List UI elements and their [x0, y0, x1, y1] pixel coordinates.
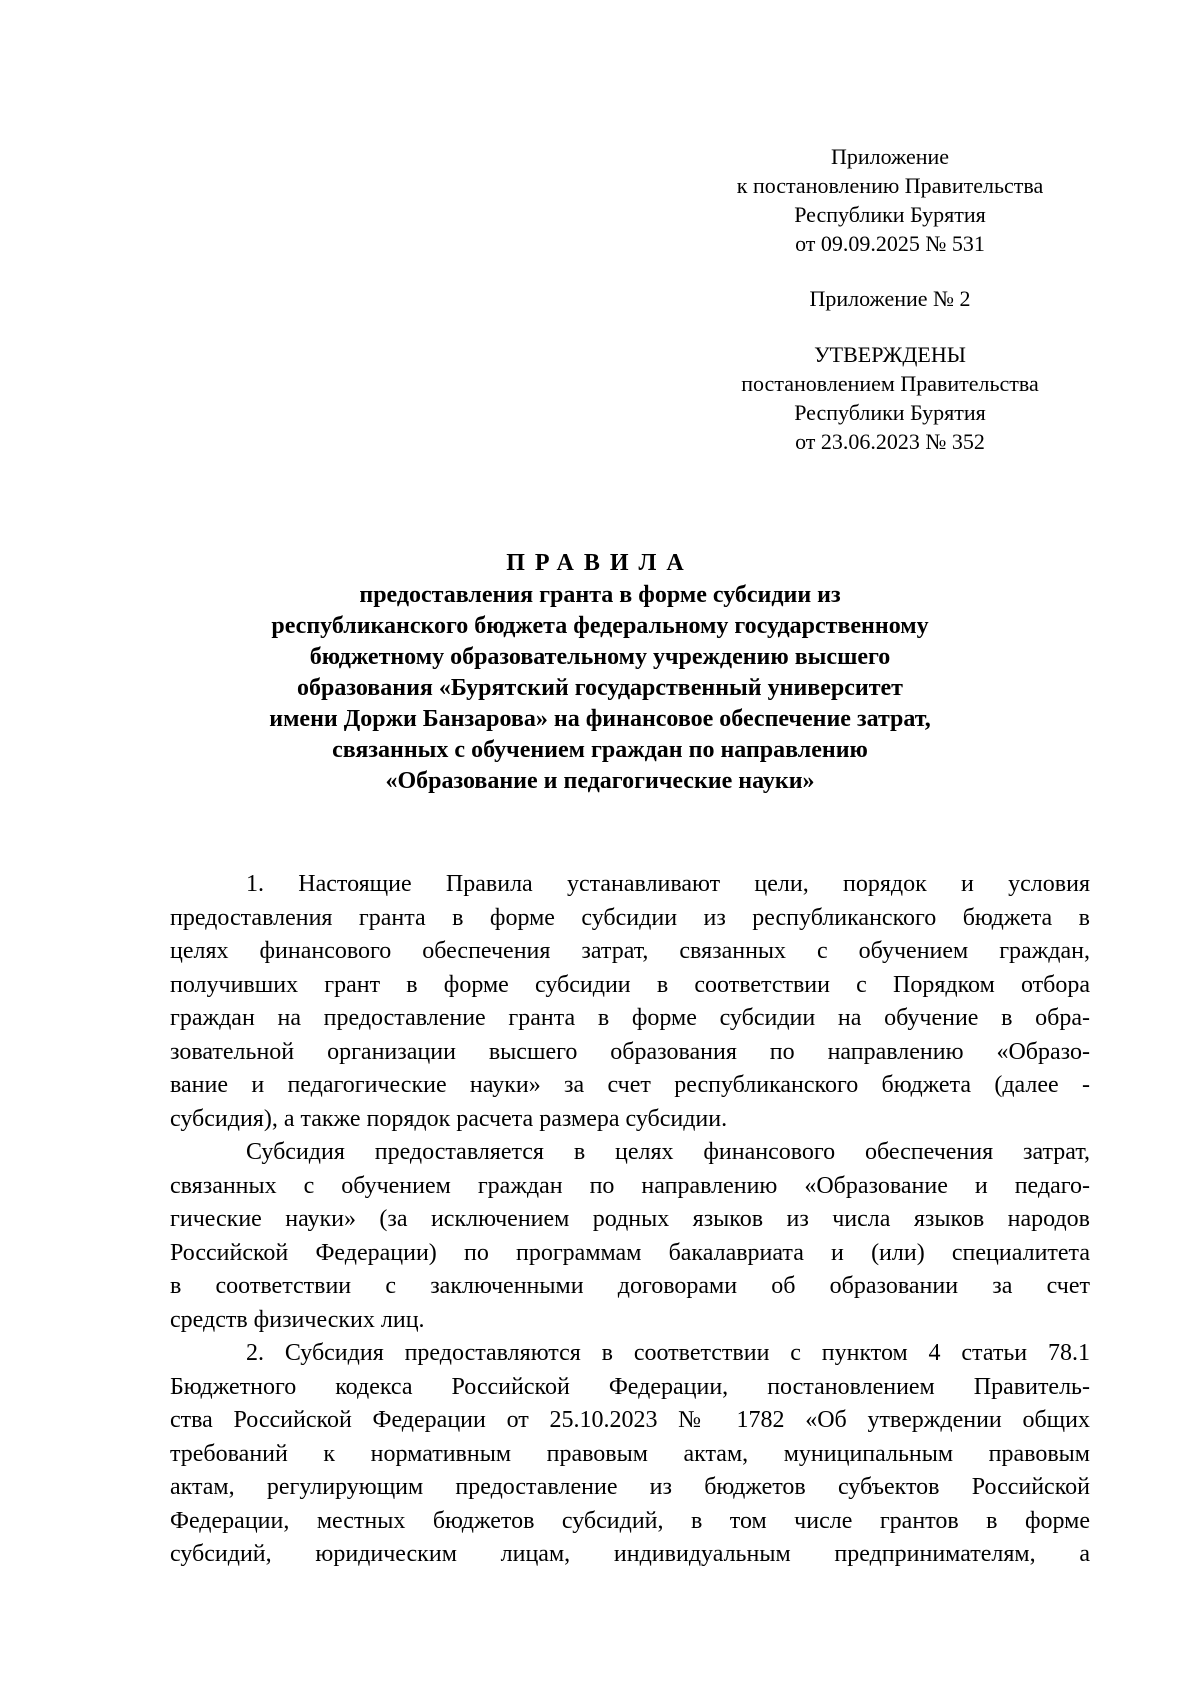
subtitle-line: «Образование и педагогические науки»	[385, 768, 815, 794]
text-line: зовательной организации высшего образования по направлению «Образо-	[170, 1038, 1090, 1065]
text-line: средств физических лиц.	[170, 1306, 425, 1333]
text-line: 1. Настоящие Правила устанавливают цели, порядок и условия	[246, 871, 1090, 897]
text-line: связанных с обучением граждан по направлению «Образование и педаго-	[170, 1172, 1090, 1199]
approved-block	[690, 340, 1090, 456]
text-line: граждан на предоставление гранта в форме субсидии на обучение в обра-	[170, 1005, 1090, 1031]
subtitle-line: предоставления гранта в форме субсидии из	[359, 582, 841, 608]
appendix-line: Приложение	[830, 144, 950, 169]
text-line: требований к нормативным правовым актам, муниципальным правовым	[170, 1440, 1090, 1467]
text-line: Субсидия предоставляется в целях финансового обеспечения затрат,	[246, 1139, 1090, 1165]
text-line: в соответствии с заключенными договорами об образовании за счет	[170, 1273, 1090, 1299]
appendix-line: Республики Бурятия	[794, 202, 986, 227]
paragraph-2	[170, 1136, 1090, 1337]
text-line: гические науки» (за исключением родных языков из числа языков народов	[170, 1206, 1090, 1232]
subtitle-line: связанных с обучением граждан по направлению	[332, 737, 868, 763]
document-body	[170, 868, 1090, 1572]
document-title-block	[160, 548, 1040, 797]
approved-line: УТВЕРЖДЕНЫ	[814, 342, 966, 367]
paragraph-3	[170, 1337, 1090, 1572]
text-line: Бюджетного кодекса Российской Федерации, постановлением Правитель-	[170, 1373, 1090, 1400]
paragraph-1	[170, 868, 1090, 1136]
subtitle-line: имени Доржи Банзарова» на финансовое обеспечение затрат,	[269, 706, 931, 732]
appendix-number: Приложение № 2	[809, 286, 971, 311]
text-line: субсидий, юридическим лицам, индивидуальным предпринимателям, а	[170, 1541, 1090, 1567]
approved-line: постановлением Правительства	[741, 371, 1039, 396]
appendix-line: от 09.09.2025 № 531	[795, 231, 985, 256]
approved-line: Республики Бурятия	[794, 400, 986, 425]
document-subtitle	[160, 580, 1040, 797]
text-line: получивших грант в форме субсидии в соответствии с Порядком отбора	[170, 971, 1090, 998]
appendix-line: к постановлению Правительства	[736, 173, 1044, 198]
text-line: ства Российской Федерации от 25.10.2023 № 1782 «Об утверждении общих	[170, 1407, 1090, 1433]
text-line: 2. Субсидия предоставляются в соответствии с пунктом 4 статьи 78.1	[246, 1340, 1090, 1366]
text-line: вание и педагогические науки» за счет республиканского бюджета (далее -	[170, 1072, 1090, 1098]
appendix-block	[690, 142, 1090, 258]
subtitle-line: бюджетному образовательному учреждению высшего	[309, 644, 891, 670]
document-title: ПРАВИЛА	[506, 550, 694, 576]
text-line: Федерации, местных бюджетов субсидий, в том числе грантов в форме	[170, 1507, 1090, 1534]
text-line: предоставления гранта в форме субсидии из республиканского бюджета в	[170, 904, 1090, 931]
appendix-number-block	[690, 284, 1090, 313]
text-line: субсидия), а также порядок расчета размера субсидии.	[170, 1105, 728, 1132]
subtitle-line: образования «Бурятский государственный университет	[297, 675, 903, 701]
approved-line: от 23.06.2023 № 352	[795, 429, 985, 454]
text-line: целях финансового обеспечения затрат, связанных с обучением граждан,	[170, 938, 1090, 964]
text-line: актам, регулирующим предоставление из бюджетов субъектов Российской	[170, 1474, 1090, 1500]
subtitle-line: республиканского бюджета федеральному государственному	[271, 613, 929, 639]
text-line: Российской Федерации) по программам бакалавриата и (или) специалитета	[170, 1239, 1090, 1266]
